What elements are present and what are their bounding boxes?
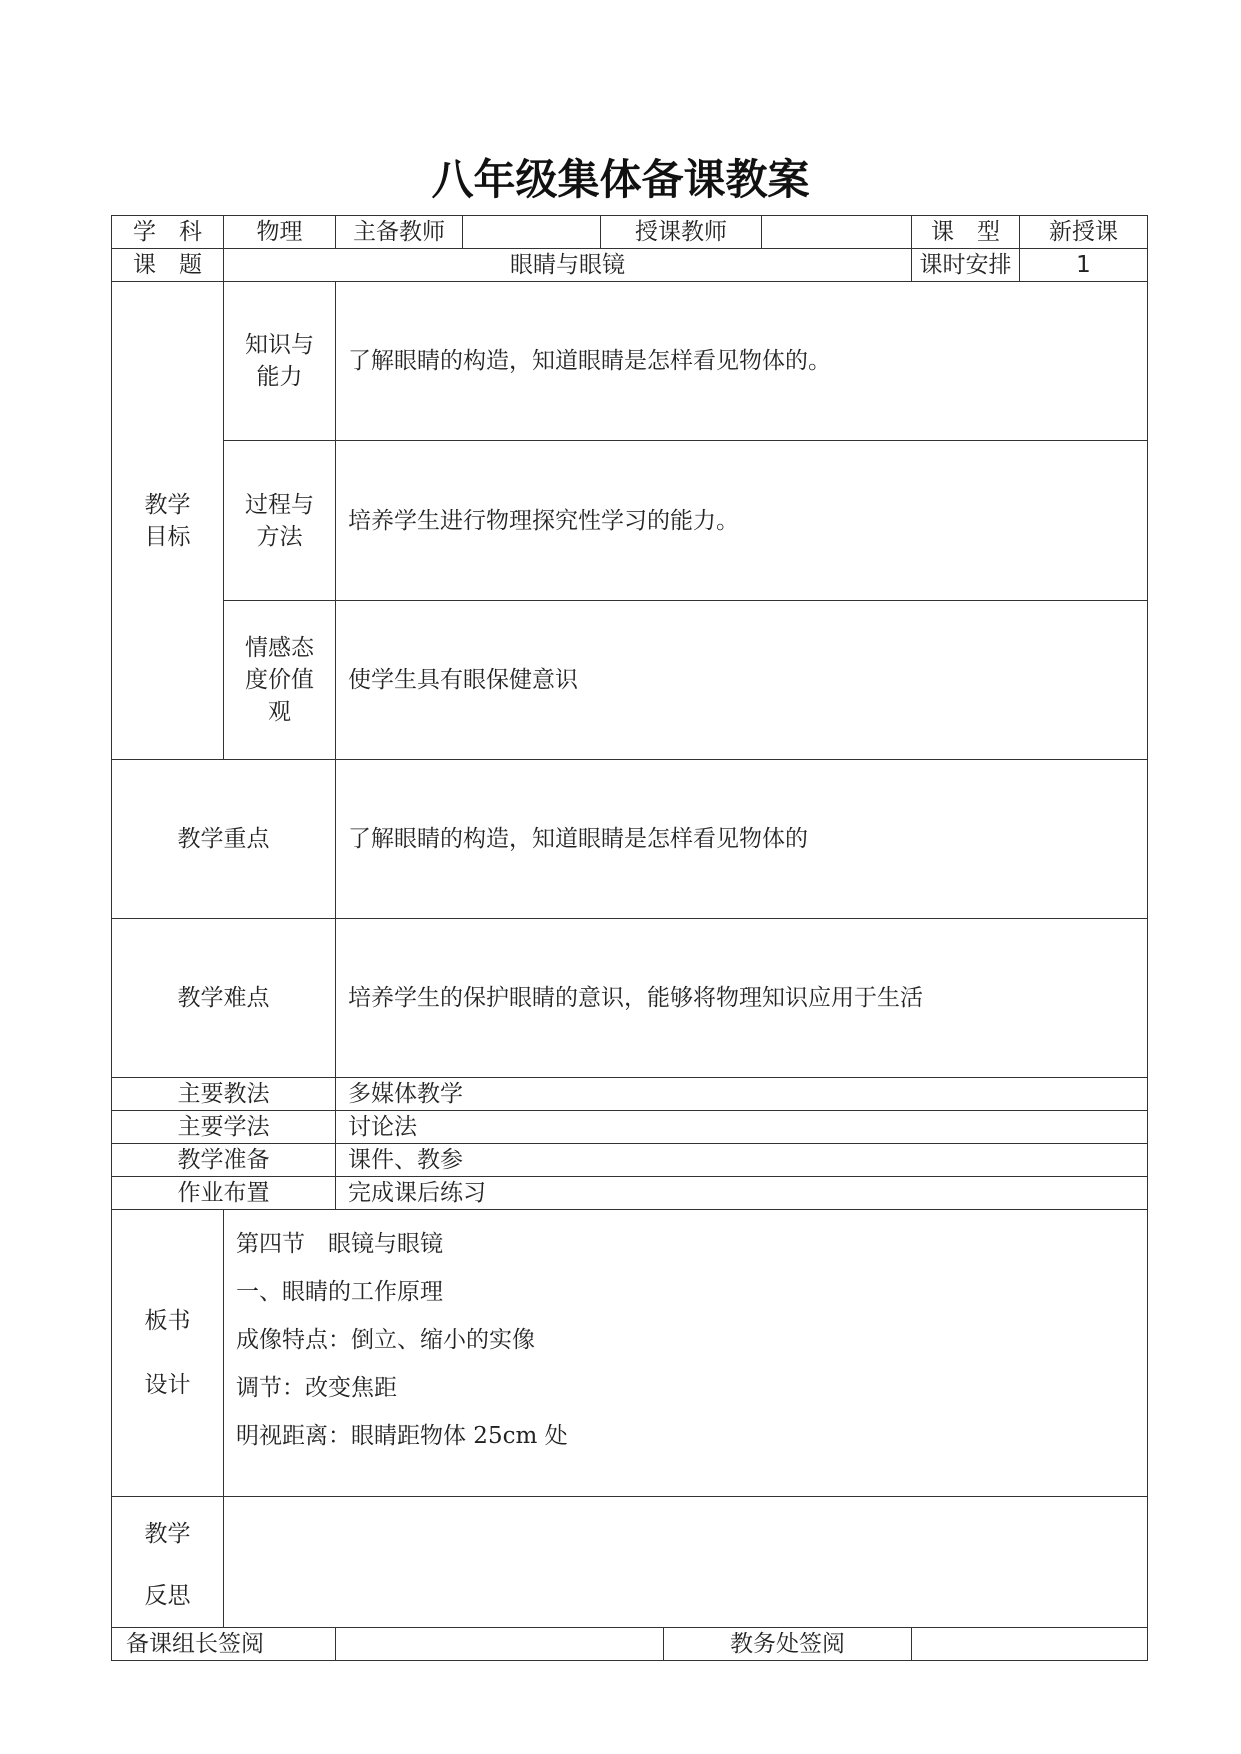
board-line: 第四节 眼镜与眼镜 <box>236 1231 443 1257</box>
objective-text-process: 培养学生进行物理探究性学习的能力。 <box>336 441 1148 601</box>
objective-row-2 <box>112 441 1148 601</box>
lead-teacher-value <box>463 216 601 249</box>
objective-label-knowledge <box>224 282 336 441</box>
lesson-plan-table <box>111 215 1148 1661</box>
group-leader-value <box>336 1628 664 1661</box>
topic-label: 课 题 <box>112 249 224 282</box>
topic-row <box>112 249 1148 282</box>
lesson-type-label: 课 型 <box>912 216 1020 249</box>
method-value: 完成课后练习 <box>336 1177 1148 1210</box>
key-point-row <box>112 760 1148 919</box>
subject-label: 学 科 <box>112 216 224 249</box>
objectives-label <box>112 282 224 760</box>
reflection-label-2: 反思 <box>144 1583 191 1609</box>
method-label: 作业布置 <box>112 1177 336 1210</box>
signoff-row <box>112 1628 1148 1661</box>
method-value: 讨论法 <box>336 1111 1148 1144</box>
objective-text-attitude: 使学生具有眼保健意识 <box>336 601 1148 760</box>
board-label-2: 设计 <box>144 1372 191 1398</box>
objective-label-process-text: 过程与方法 <box>245 491 314 550</box>
page-title: 八年级集体备课教案 <box>431 155 810 204</box>
board-line: 一、眼睛的工作原理 <box>236 1279 443 1305</box>
board-row <box>112 1210 1148 1497</box>
method-row <box>112 1177 1148 1210</box>
group-leader-label <box>112 1628 336 1661</box>
method-row <box>112 1144 1148 1177</box>
office-value <box>912 1628 1148 1661</box>
teacher-label: 授课教师 <box>601 216 762 249</box>
hours-value: 1 <box>1020 249 1148 282</box>
teacher-value <box>762 216 912 249</box>
difficulty-text: 培养学生的保护眼睛的意识，能够将物理知识应用于生活 <box>336 919 1148 1078</box>
board-line: 调节：改变焦距 <box>236 1375 397 1401</box>
objective-label-process <box>224 441 336 601</box>
method-label: 主要学法 <box>112 1111 336 1144</box>
header-row <box>112 216 1148 249</box>
difficulty-label: 教学难点 <box>112 919 336 1078</box>
method-value: 课件、教参 <box>336 1144 1148 1177</box>
method-label: 教学准备 <box>112 1144 336 1177</box>
objectives-label-text: 教学目标 <box>144 491 191 550</box>
objective-row-3 <box>112 601 1148 760</box>
board-line: 成像特点：倒立、缩小的实像 <box>236 1327 535 1353</box>
board-content <box>224 1210 1148 1497</box>
board-line: 明视距离：眼睛距物体 25cm 处 <box>236 1423 568 1449</box>
group-leader-label-text: 备课组长签阅 <box>126 1631 264 1657</box>
lead-teacher-label: 主备教师 <box>336 216 463 249</box>
reflection-label-1: 教学 <box>144 1521 191 1547</box>
reflection-label <box>112 1497 224 1628</box>
difficulty-row <box>112 919 1148 1078</box>
objective-label-attitude-text: 情感态度价值观 <box>245 635 314 725</box>
office-label: 教务处签阅 <box>664 1628 912 1661</box>
topic-value: 眼睛与眼镜 <box>224 249 912 282</box>
key-point-label: 教学重点 <box>112 760 336 919</box>
subject-value: 物理 <box>224 216 336 249</box>
objective-row-1 <box>112 282 1148 441</box>
objective-text-knowledge: 了解眼睛的构造，知道眼睛是怎样看见物体的。 <box>336 282 1148 441</box>
board-label-1: 板书 <box>144 1308 191 1334</box>
hours-label: 课时安排 <box>912 249 1020 282</box>
method-row <box>112 1078 1148 1111</box>
method-label: 主要教法 <box>112 1078 336 1111</box>
reflection-content <box>224 1497 1148 1628</box>
method-row <box>112 1111 1148 1144</box>
objective-label-knowledge-text: 知识与能力 <box>245 332 314 390</box>
lesson-type-value: 新授课 <box>1020 216 1148 249</box>
reflection-row <box>112 1497 1148 1628</box>
method-value: 多媒体教学 <box>336 1078 1148 1111</box>
objective-label-attitude <box>224 601 336 760</box>
board-label <box>112 1210 224 1497</box>
key-point-text: 了解眼睛的构造，知道眼睛是怎样看见物体的 <box>336 760 1148 919</box>
